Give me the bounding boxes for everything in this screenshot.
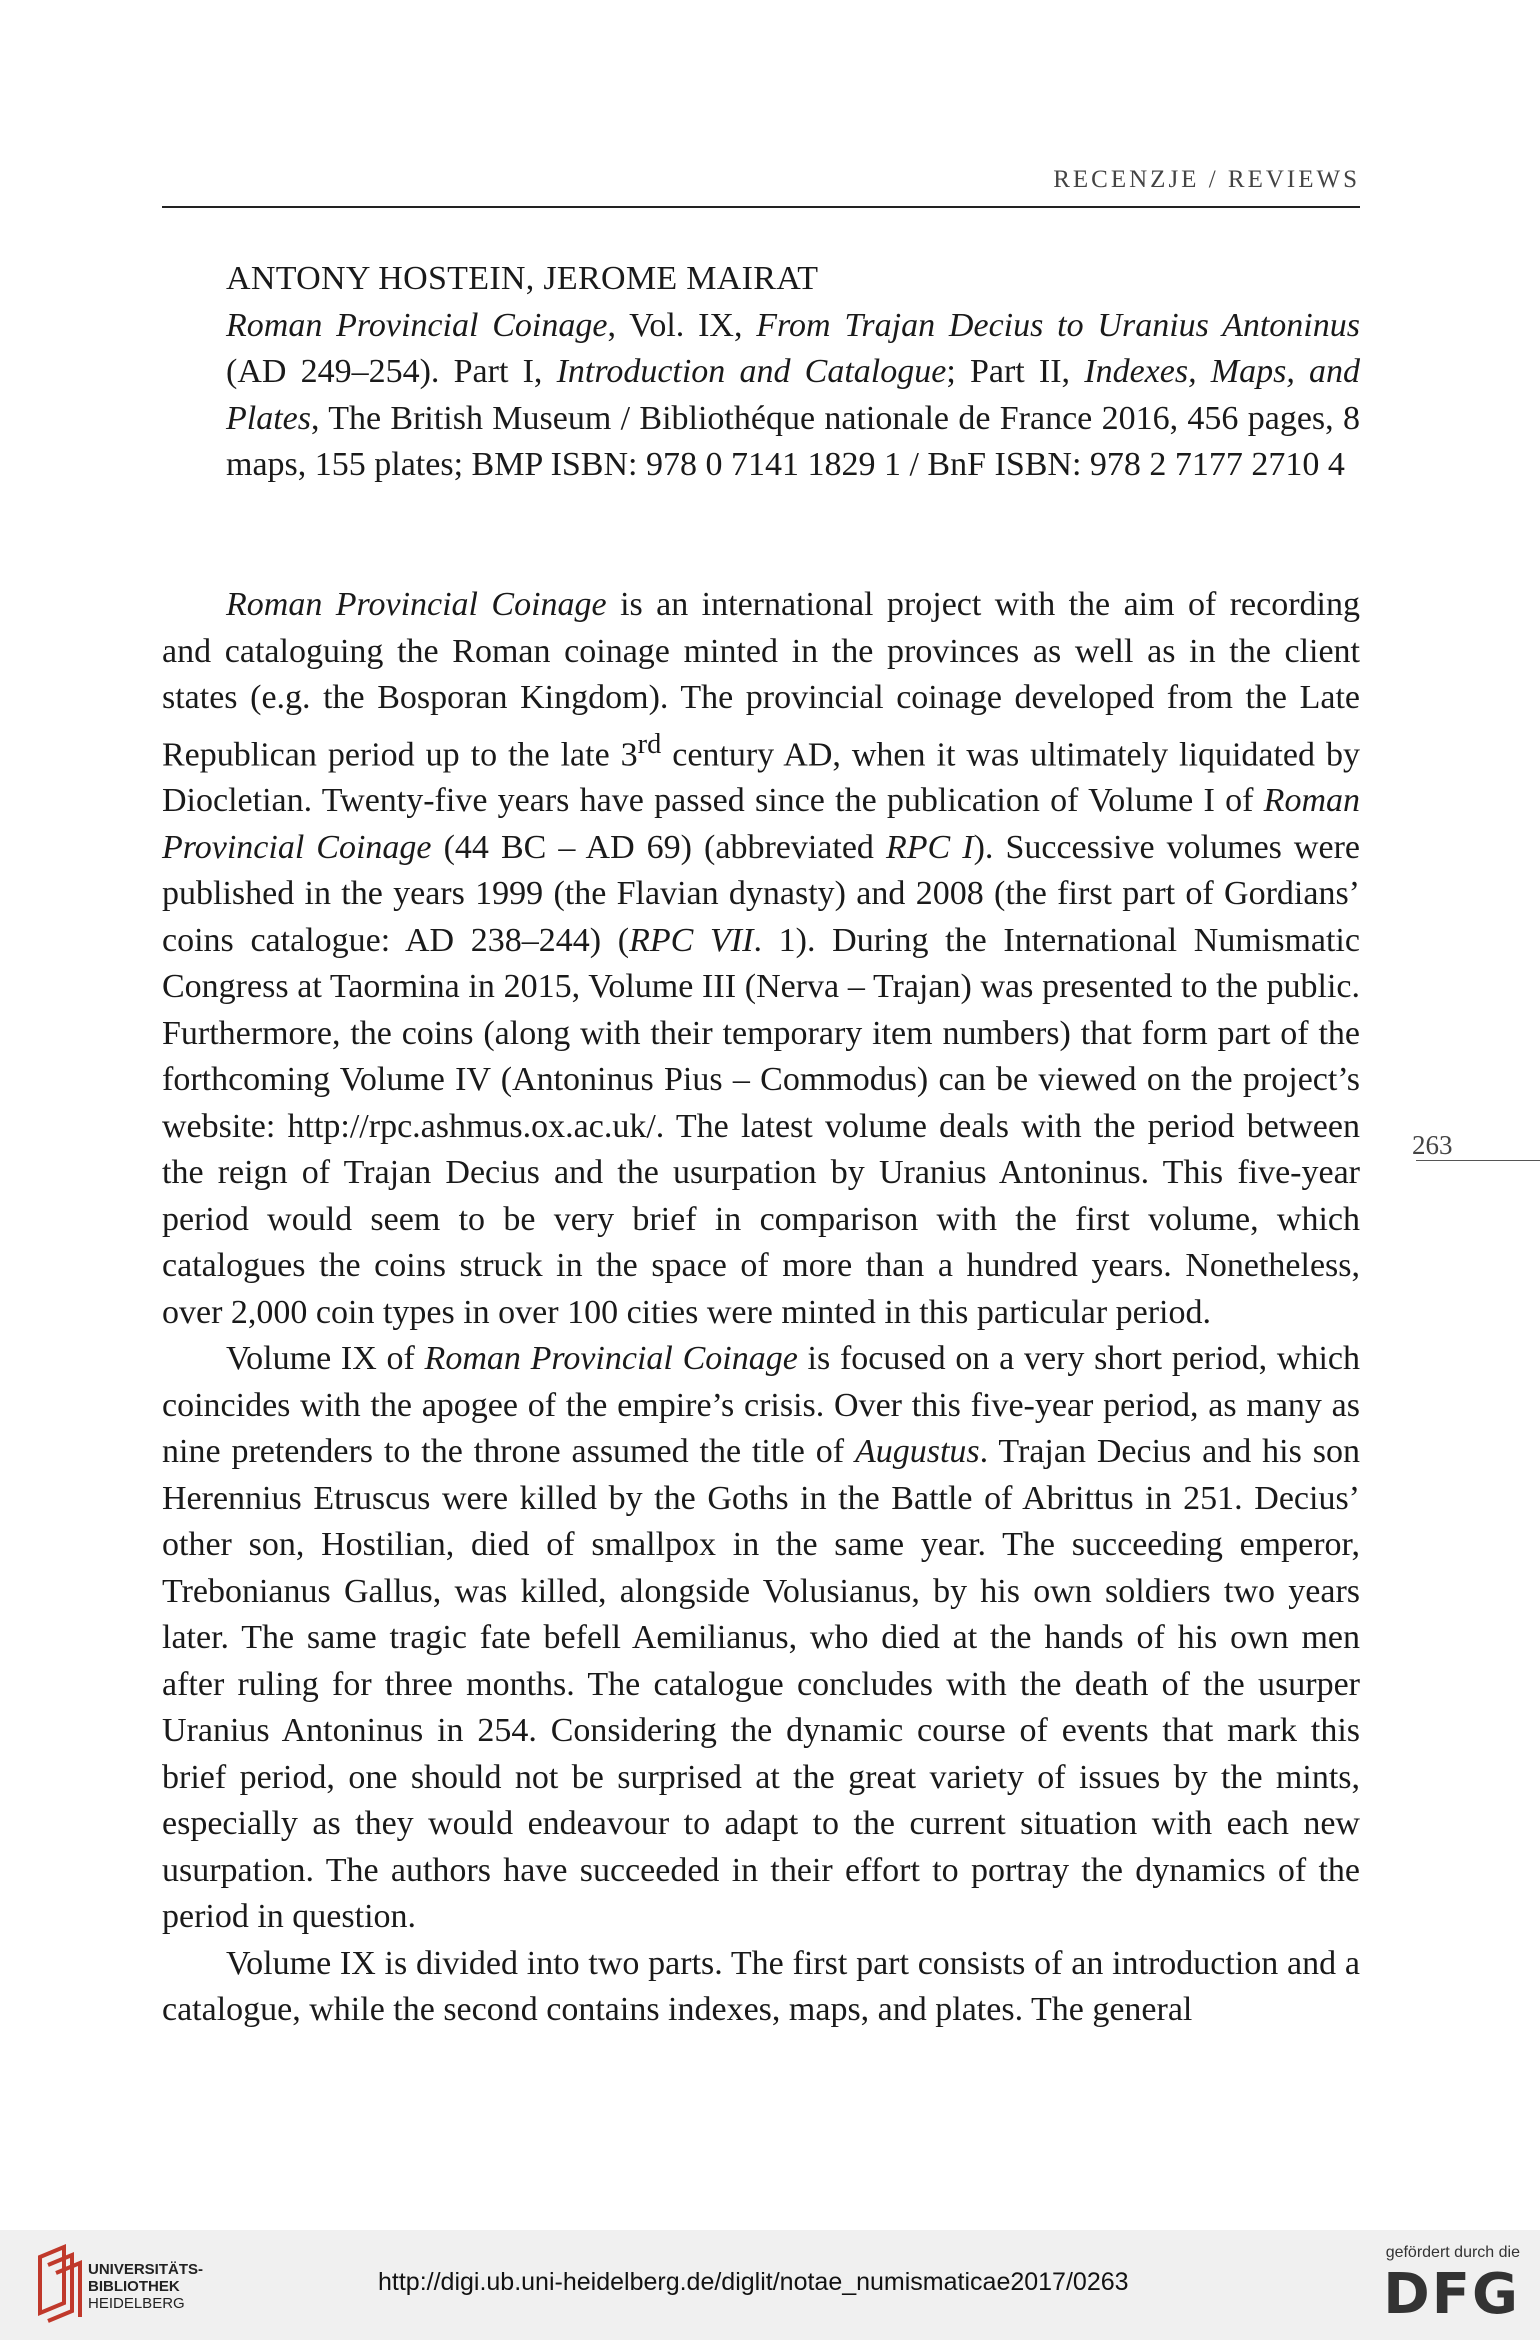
italic-title: Roman Provincial Coinage — [424, 1340, 798, 1378]
page-number-rule — [1416, 1160, 1540, 1161]
paragraph-2 — [162, 1336, 1360, 1941]
italic-abbrev: RPC I — [885, 828, 974, 866]
text-run: Volume IX of — [226, 1340, 425, 1378]
book-volume: , Vol. IX, — [607, 306, 757, 344]
dfg-logo-icon: DFG — [1383, 2262, 1520, 2327]
text-run: (44 BC – AD 69) (abbreviated — [431, 828, 886, 866]
superscript: rd — [637, 728, 662, 760]
part2-title: Indexes, Maps, and Plates — [226, 353, 1360, 437]
library-name — [88, 2261, 203, 2312]
bibliographic-reference — [226, 256, 1360, 489]
document-url-link[interactable]: http://digi.ub.uni-heidelberg.de/diglit/notae_numismaticae2017/0263 — [378, 2268, 1129, 2296]
text-run: century AD, when it was ultimately liquidated by Diocletian. Twenty-five years have passed since the publication of Volume I of — [162, 735, 1361, 820]
italic-title: Roman Provincial Coinage — [162, 782, 1360, 866]
book-subtitle: From Trajan Decius to Uranius Antoninus — [756, 306, 1360, 344]
funder-logo[interactable] — [1370, 2244, 1520, 2330]
review-authors: ANTONY HOSTEIN, JEROME MAIRAT — [226, 260, 819, 297]
italic-title: Roman Provincial Coinage — [226, 586, 607, 623]
text-run: Volume IX is divided into two parts. The first part consists of an introduction and a catalogue, while the second contains indexes, maps, and plates. The general — [162, 1944, 1360, 2029]
library-logo[interactable] — [34, 2243, 209, 2323]
text-run: is focused on a very short period, which coincides with the apogee of the empire’s crisis. Over this five-year period, as many as nine pretenders to the throne assumed the title of — [162, 1340, 1361, 1471]
book-date-part1: (AD 249–254). Part I, — [226, 353, 557, 390]
part1-title: Introduction and Catalogue — [556, 353, 947, 390]
text-run: . Trajan Decius and his son Herennius Etruscus were killed by the Goths in the Battle of Abrittus in 251. Decius’ other son, Hostilian, died of smallpox in the same year. The succeeding emperor, Trebonianus Gallus, was killed, alongside Volusianus, by his own soldiers two years later. The same tragic fate befell Aemilianus, who died at the hands of his own men after ruling for three months. The catalogue concludes with the death of the usurper Uranius Antoninus in 254. Considering the dynamic course of events that mark this brief period, one should not be surprised at the great variety of issues by the mints, especially as they would endeavour to adapt to the current situation with each new usurpation. The authors have succeeded in their effort to portray the dynamics of the period in question. — [162, 1433, 1360, 1936]
library-line-1: UNIVERSITÄTS- — [88, 2261, 204, 2278]
text-run: is an international project with the aim of recording and cataloguing the Roman coinage minted in the provinces as well as in the client states (e.g. the Bosporan Kingdom). The provincial coinage developed from the Late Republican period up to the late 3 — [162, 586, 1360, 773]
header-rule — [162, 206, 1360, 208]
review-body — [162, 582, 1360, 2034]
text-run: . 1). During the International Numismatic Congress at Taormina in 2015, Volume III (Nerva – Trajan) was presented to the public. Furthermore, the coins (along with their temporary item numbers) that form part of the forthcoming Volume IV (Antoninus Pius – Commodus) can be viewed on the project’s website: http://rpc.ashmus.ox.ac.uk/. The latest volume deals with the period between the reign of Trajan Decius and the usurpation by Uranius Antoninus. This five-year period would seem to be very brief in comparison with the first volume, which catalogues the coins struck in the space of more than a hundred years. Nonetheless, over 2,000 coin types in over 100 cities were minted in this particular period. — [162, 921, 1360, 1331]
library-line-2: BIBLIOTHEK — [88, 2278, 180, 2295]
paragraph-3 — [162, 1941, 1360, 2034]
italic-abbrev: RPC VII — [629, 921, 754, 959]
ub-heidelberg-logo-icon — [34, 2243, 84, 2323]
italic-term: Augustus — [854, 1433, 980, 1471]
viewer-footer — [0, 2230, 1540, 2340]
funder-caption: gefördert durch die — [1385, 2244, 1520, 2261]
page-number: 263 — [1412, 1130, 1453, 1160]
paragraph-1 — [162, 582, 1360, 1336]
book-title: Roman Provincial Coinage — [226, 306, 608, 344]
part2-label: ; Part II, — [946, 353, 1085, 390]
running-title: RECENZJE / REVIEWS — [1053, 166, 1360, 193]
library-line-3: HEIDELBERG — [88, 2295, 185, 2312]
text-run: ). Successive volumes were published in the years 1999 (the Flavian dynasty) and 2008 (the first part of Gordians’ coins catalogue: AD 238–244) ( — [162, 828, 1360, 959]
publisher-details: , The British Museum / Bibliothéque nationale de France 2016, 456 pages, 8 maps, 155 plates; BMP ISBN: 978 0 7141 1829 1 / BnF ISBN: 978 2 7177 2710 4 — [226, 399, 1360, 483]
